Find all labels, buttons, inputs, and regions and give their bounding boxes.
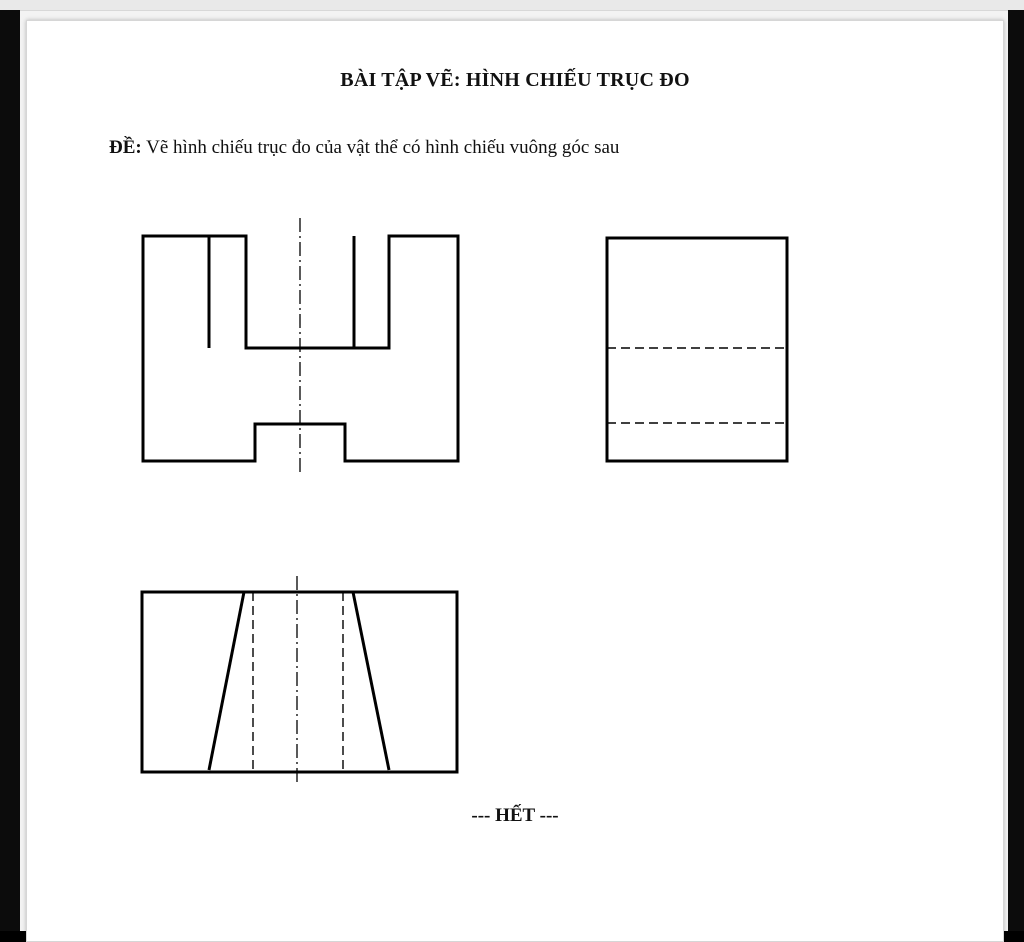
front-view-slot-edges (209, 236, 354, 348)
prompt-label: ĐỀ: (109, 137, 142, 158)
side-view-outline (607, 238, 787, 461)
orthographic-drawing (27, 21, 1003, 941)
top-view-outline (142, 592, 457, 772)
top-view-slant-left (209, 592, 244, 770)
document-page (26, 20, 1004, 942)
side-view (607, 238, 787, 461)
end-marker: --- HẾT --- (471, 805, 559, 826)
viewer-left-margin (0, 10, 20, 931)
front-view (143, 218, 458, 475)
viewer-top-strip (0, 0, 1024, 11)
document-title: BÀI TẬP VẼ: HÌNH CHIẾU TRỤC ĐO (340, 69, 690, 91)
top-view-slant-right (353, 592, 389, 770)
viewer-right-margin (1008, 10, 1024, 931)
prompt-text: Vẽ hình chiếu trục đo của vật thể có hình chiếu vuông góc sau (146, 137, 620, 158)
top-view (142, 576, 457, 786)
